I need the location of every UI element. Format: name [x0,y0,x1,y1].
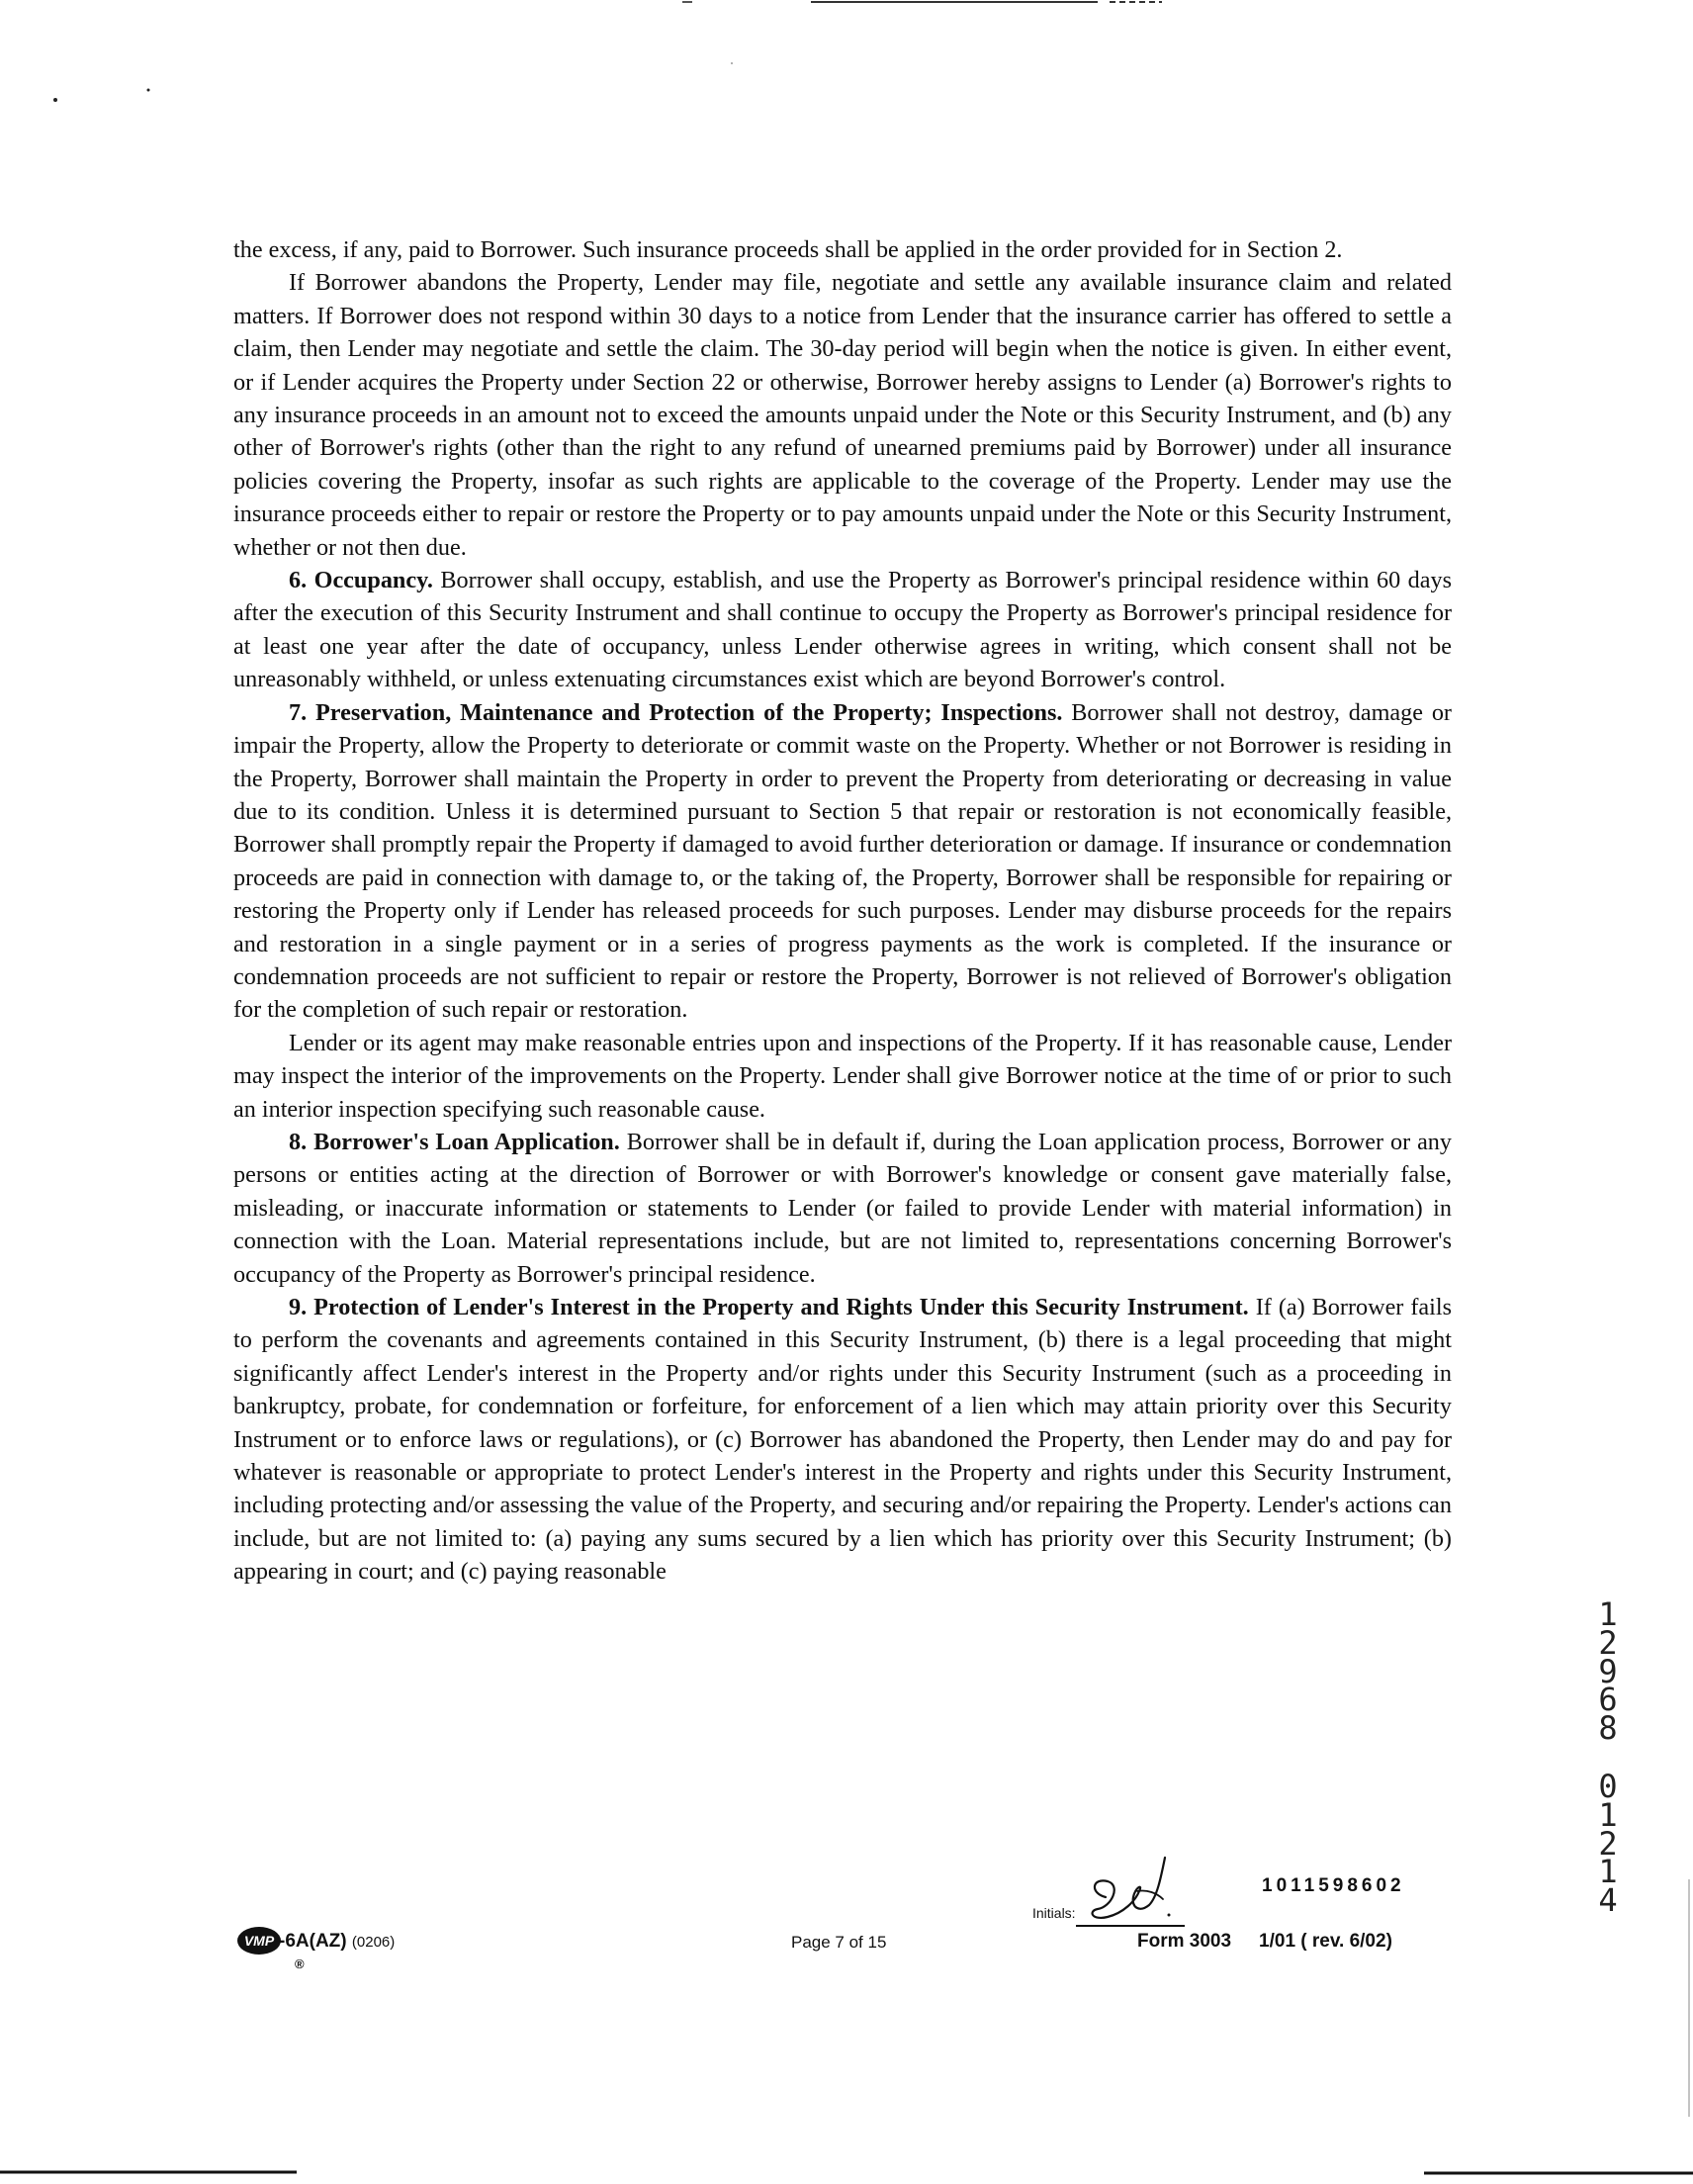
section-7-preservation: 7. Preservation, Maintenance and Protection of the Property; Inspections. Borrower shall not destroy, damage or impair the Property, allow the Property to deteriorate or commit waste on the Property. Whether or not Borrower is residing in the Property, Borrower shall maintain the Property in order to prevent the Property from deteriorating or decreasing in value due to its condition. Unless it is determined pursuant to Section 5 that repair or restoration is not economically feasible, Borrower shall promptly repair the Property if damaged to avoid further deterioration or damage. If insurance or condemnation proceeds are paid in connection with damage to, or the taking of, the Property, Borrower shall be responsible for repairing or restoring the Property only if Lender has released proceeds for such purposes. Lender may disburse proceeds for the repairs and restoration in a single payment or in a series of progress payments as the work is completed. If the insurance or condemnation proceeds are not sufficient to repair or restore the Property, Borrower is not relieved of Borrower's obligation for the completion of such repair or restoration. [233,698,1452,1024]
stamp-digit: 1 [1598,1795,1618,1834]
initials-line [1076,1925,1185,1927]
section-heading: 8. Borrower's Loan Application. [289,1128,620,1155]
loan-number: 1011598602 [1262,1875,1405,1896]
paragraph-continuation: the excess, if any, paid to Borrower. Such insurance proceeds shall be applied in the order provided for in Section 2. [233,236,1343,263]
stamp-digit: 9 [1598,1652,1618,1690]
section-heading: 7. Preservation, Maintenance and Protection of the Property; Inspections. [289,698,1063,726]
section-9-protection: 9. Protection of Lender's Interest in the Property and Rights Under this Security Instrument. If (a) Borrower fails to perform the covenants and agreements contained in this Security Instrument, (b) there is a legal proceeding that might significantly affect Lender's interest in the Property and/or rights under this Security Instrument (such as a proceeding in bankruptcy, probate, for condemnation or forfeiture, for enforcement of a lien which may attain priority over this Security Instrument or to enforce laws or regulations), or (c) Borrower has abandoned the Property, then Lender may do and pay for whatever is reasonable or appropriate to protect Lender's interest in the Property and rights under this Security Instrument, including protecting and/or assessing the value of the Property, and securing and/or repairing the Property. Lender's actions can include, but are not limited to: (a) paying any sums secured by a lien which has priority over this Security Instrument; (b) appearing in court; and (c) paying reasonable [233,1294,1453,1586]
form-code: -6A(AZ) (0206) [279,1931,396,1952]
section-8-loan-application: 8. Borrower's Loan Application. Borrower shall be in default if, during the Loan application process, Borrower or any persons or entities acting at the direction of Borrower or with Borrower's knowledge or consent gave materially false, misleading, or inaccurate information or statements to Lender (or failed to provide Lender with material information) in connection with the Loan. Material representations include, but are not limited to, representations concerning Borrower's occupancy of the Property as Borrower's principal residence. [233,1128,1452,1288]
section-6-occupancy: 6. Occupancy. Borrower shall occupy, establish, and use the Property as Borrower's principal residence within 60 days after the execution of this Security Instrument and shall continue to occupy the Property as Borrower's principal residence for at least one year after the date of occupancy, unless Lender otherwise agrees in writing, which consent shall not be unreasonably withheld, or unless extenuating circumstances exist which are beyond Borrower's control. [233,567,1453,693]
section-heading: 6. Occupancy. [289,567,433,594]
page-number: Page 7 of 15 [791,1933,887,1952]
paragraph-abandonment: If Borrower abandons the Property, Lender may file, negotiate and settle any available insurance claim and related matters. If Borrower does not respond within 30 days to a notice from Lender that the insurance carrier has offered to settle a claim, then Lender may negotiate and settle the claim. The 30-day period will begin when the notice is given. In either event, or if Lender acquires the Property under Section 22 or otherwise, Borrower hereby assigns to Lender (a) Borrower's rights to any insurance proceeds in an amount not to exceed the amounts unpaid under the Note or this Security Instrument, and (b) any other of Borrower's rights (other than the right to any refund of unearned premiums paid by Borrower) under all insurance policies covering the Property, insofar as such rights are applicable to the coverage of the Property. Lender may use the insurance proceeds either to repair or restore the Property or to pay amounts unpaid under the Note or this Security Instrument, whether or not then due. [233,269,1452,561]
document-body [233,233,1452,1589]
stamp-digit: 2 [1598,1623,1618,1662]
paragraph-inspections: Lender or its agent may make reasonable entries upon and inspections of the Property. If it has reasonable cause, Lender may inspect the interior of the improvements on the Property. Lender shall give Borrower notice at the time of or prior to such an interior inspection specifying such reasonable cause. [233,1029,1452,1123]
stamp-digit: 8 [1598,1709,1618,1748]
initials-signature-icon [1078,1848,1187,1927]
section-heading: 9. Protection of Lender's Interest in the Property and Rights Under this Security Instrument. [289,1294,1249,1320]
registered-mark: ® [295,1956,305,1971]
form-name: Form 3003 [1137,1931,1232,1952]
stamp-digit: 2 [1598,1824,1618,1863]
form-identifier [1137,1931,1392,1953]
stamp-digit: 6 [1598,1681,1618,1719]
vmp-logo-icon: VMP [237,1927,281,1955]
recording-number-stamp [1594,1595,1622,1920]
initials-label: Initials: [1032,1905,1076,1921]
stamp-digit: 0 [1598,1767,1618,1805]
stamp-digit: 1 [1598,1595,1618,1633]
stamp-digit: 1 [1598,1853,1618,1891]
form-version: 1/01 ( rev. 6/02) [1259,1931,1392,1952]
stamp-digit: 4 [1598,1881,1618,1920]
